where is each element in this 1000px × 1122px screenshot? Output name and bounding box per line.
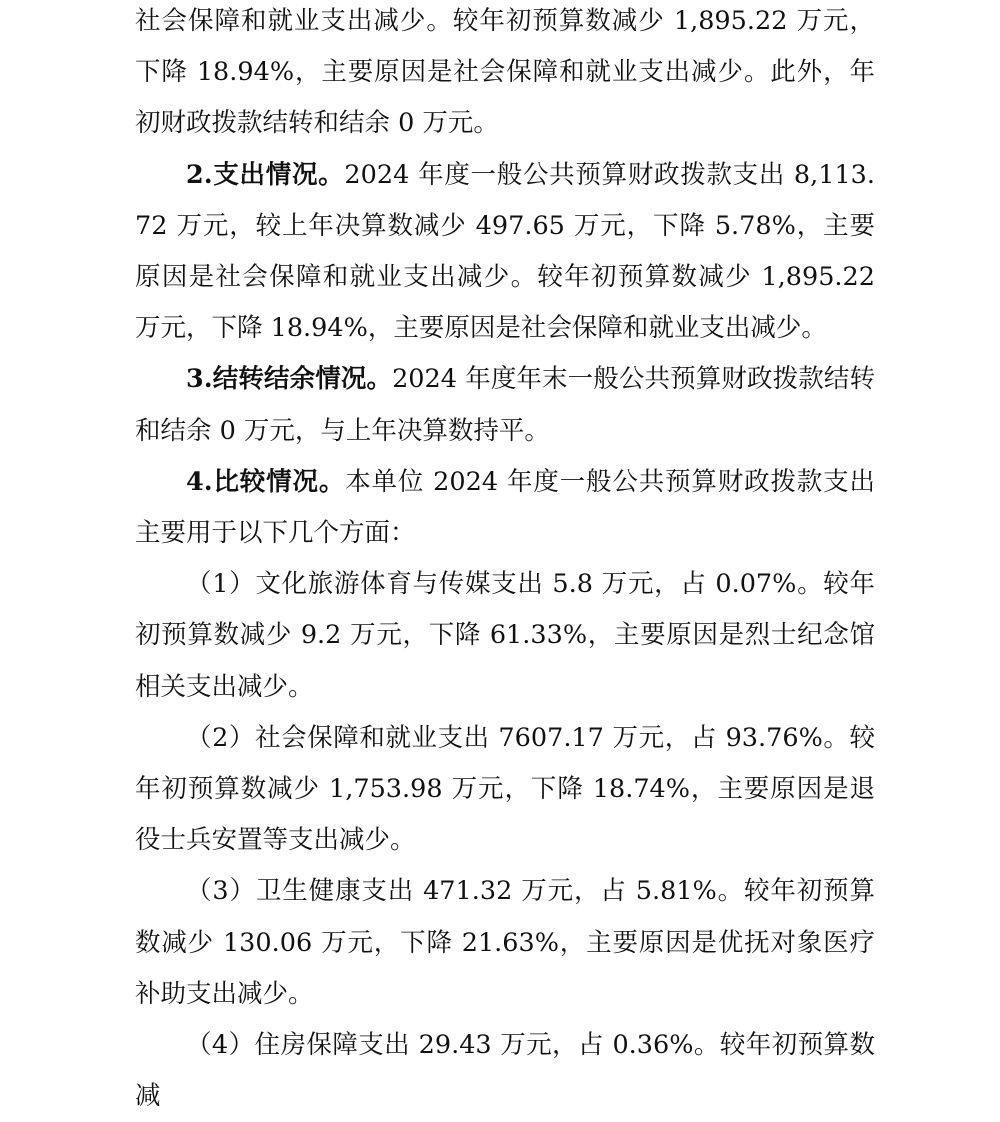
paragraph-comparison [135, 457, 875, 559]
list-item-housing [135, 1020, 875, 1122]
section-heading-comparison: 4.比较情况。 [186, 466, 346, 497]
paragraph-text: 本单位 2024 年度一般公共预算财政拨款支出主要用于以下几个方面： [135, 466, 875, 549]
paragraph-text: 社会保障和就业支出减少。较年初预算数减少 1,895.22 万元，下降 18.94%，主要原因是社会保障和就业支出减少。此外，年初财政拨款结转和结余 0 万元。 [135, 6, 875, 139]
list-item-text: （4）住房保障支出 29.43 万元，占 0.36%。较年初预算数减 [135, 1030, 875, 1112]
list-item-text: （3）卫生健康支出 471.32 万元，占 5.81%。较年初预算数减少 130.06 万元，下降 21.63%，主要原因是优抚对象医疗补助支出减少。 [135, 876, 875, 1009]
list-item-text: （1）文化旅游体育与传媒支出 5.8 万元，占 0.07%。较年初预算数减少 9.2 万元，下降 61.33%，主要原因是烈士纪念馆相关支出减少。 [135, 569, 875, 702]
list-item-health [135, 866, 875, 1020]
section-heading-expenditure: 2.支出情况。 [186, 159, 345, 190]
list-item-text: （2）社会保障和就业支出 7607.17 万元，占 93.76%。较年初预算数减少 1,753.98 万元，下降 18.74%，主要原因是退役士兵安置等支出减少。 [135, 722, 875, 856]
paragraph-text: 2024 年度年末一般公共预算财政拨款结转和结余 0 万元，与上年决算数持平。 [135, 364, 875, 446]
document-page [135, 0, 875, 1122]
section-heading-carryover: 3.结转结余情况。 [186, 364, 393, 395]
list-item-culture [135, 559, 875, 713]
paragraph-continued-budget [135, 0, 875, 150]
list-item-social-security [135, 713, 875, 867]
paragraph-text: 2024 年度一般公共预算财政拨款支出 8,113.72 万元，较上年决算数减少 497.65 万元，下降 5.78%，主要原因是社会保障和就业支出减少。较年初预算数减少 1,895.22 万元，下降 18.94%，主要原因是社会保障和就业支出减少。 [135, 159, 876, 344]
paragraph-carryover [135, 354, 875, 456]
paragraph-expenditure [135, 150, 875, 355]
